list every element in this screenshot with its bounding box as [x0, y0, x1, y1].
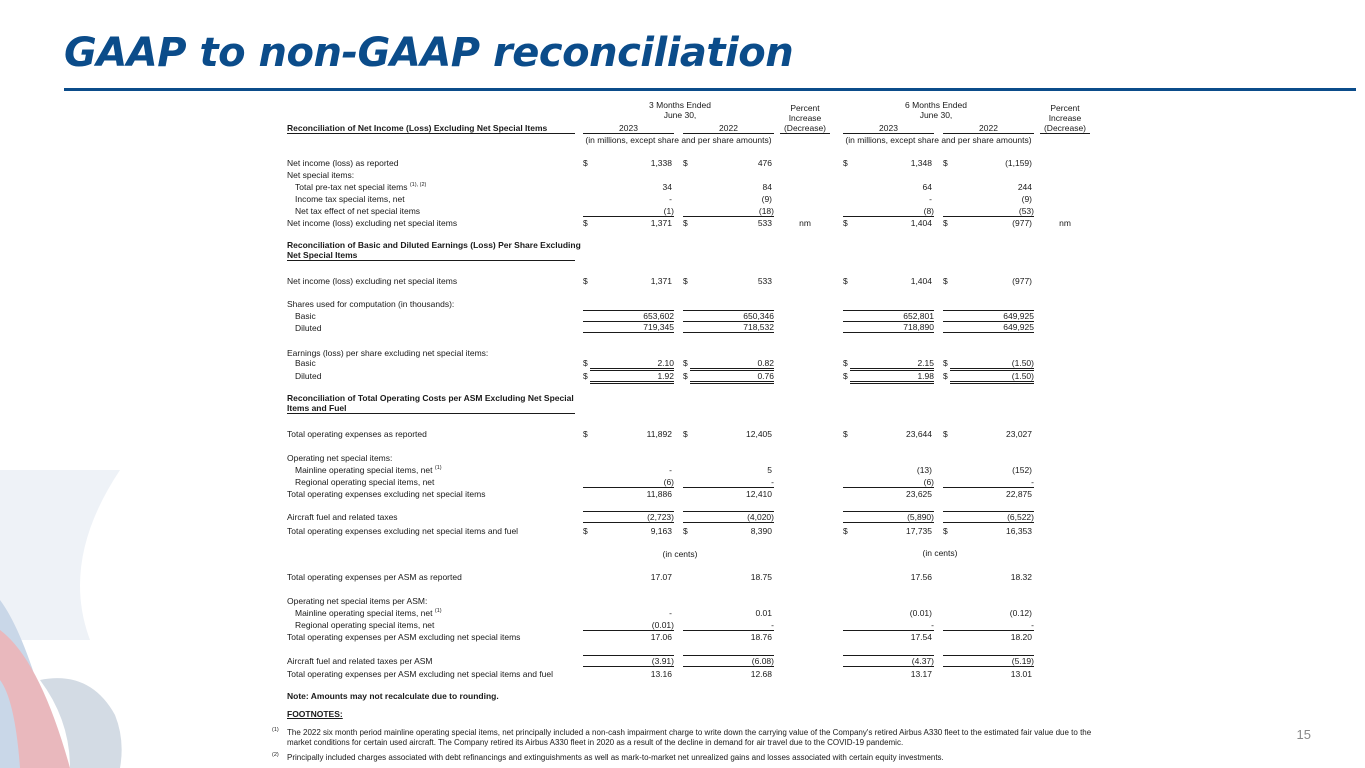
cell-value: 23,027 — [1006, 429, 1032, 439]
footnote-marker: (2) — [272, 752, 279, 758]
section-heading-operating-costs: Reconciliation of Total Operating Costs per ASM Excluding Net Special — [287, 393, 574, 403]
cell-value: 649,925 — [943, 310, 1034, 321]
dollar-sign: $ — [683, 158, 688, 168]
cell-value: 16,353 — [1006, 526, 1032, 536]
cell-value: 1,404 — [910, 276, 932, 286]
header-units-a: (in millions, except share and per share amounts) — [585, 135, 772, 145]
cell-percent: nm — [799, 218, 811, 228]
cell-value: 13.17 — [910, 669, 932, 679]
cell-value: (3.91) — [583, 655, 674, 667]
row-label — [295, 182, 426, 192]
header-june30-a: June 30, — [663, 110, 697, 120]
dollar-sign: $ — [683, 276, 688, 286]
cell-value: 11,886 — [646, 489, 672, 499]
row-label — [295, 465, 442, 475]
row-label — [295, 608, 442, 618]
header-june30-b: June 30, — [919, 110, 953, 120]
header-2023-b: 2023 — [843, 123, 934, 134]
footnote-text: Principally included charges associated with debt refinancings and extinguishments as well as mark-to-market net unrealized gains and losses associated with certain equity investments. — [287, 753, 944, 762]
cell-value: 9,163 — [650, 526, 672, 536]
dollar-sign: $ — [683, 358, 688, 368]
swoosh-blue — [0, 600, 60, 768]
cell-value: (0.12) — [1009, 608, 1032, 618]
cell-value: - — [929, 194, 932, 204]
cell-value: (5.19) — [943, 655, 1034, 667]
dollar-sign: $ — [943, 526, 948, 536]
footnote-ref: (1) — [434, 608, 442, 614]
dollar-sign: $ — [843, 526, 848, 536]
cell-value: - — [943, 620, 1034, 631]
cell-value: (18) — [683, 206, 774, 217]
header-decrease-b: (Decrease) — [1040, 123, 1090, 134]
header-increase-a: Increase — [788, 113, 822, 123]
cell-value: 244 — [1017, 182, 1032, 192]
cell-value: 17.56 — [910, 572, 932, 582]
cell-value: 12.68 — [750, 669, 772, 679]
cell-value: 34 — [662, 182, 672, 192]
cell-value: - — [669, 608, 672, 618]
units-cents-b: (in cents) — [922, 548, 958, 558]
dollar-sign: $ — [943, 429, 948, 439]
cell-value: 18.76 — [750, 632, 772, 642]
header-3months: 3 Months Ended — [649, 100, 711, 110]
row-label: Operating net special items: — [287, 453, 393, 463]
header-units-b: (in millions, except share and per share amounts) — [845, 135, 1032, 145]
cell-value: 22,875 — [1006, 489, 1032, 499]
cell-value: 0.01 — [755, 608, 772, 618]
section-heading-net-income: Reconciliation of Net Income (Loss) Excluding Net Special Items — [287, 123, 575, 134]
cell-value: - — [683, 620, 774, 631]
row-label: Total operating expenses as reported — [287, 429, 427, 439]
row-label: Income tax special items, net — [295, 194, 405, 204]
dollar-sign: $ — [943, 276, 948, 286]
cell-value: 17.07 — [650, 572, 672, 582]
header-percent-a: Percent — [790, 103, 820, 113]
cell-value: (6) — [583, 477, 674, 488]
cell-value: 652,801 — [843, 310, 934, 321]
cell-value: (13) — [916, 465, 932, 475]
row-label: Net special items: — [287, 170, 355, 180]
footnote-ref: (1) — [434, 465, 442, 471]
cell-value: 2.15 — [850, 358, 934, 371]
cell-value: 64 — [922, 182, 932, 192]
cell-value: 13.01 — [1010, 669, 1032, 679]
cell-value: (6.08) — [683, 655, 774, 667]
cell-value: 1.98 — [850, 371, 934, 384]
cell-value: 1,348 — [910, 158, 932, 168]
cell-value: 23,625 — [906, 489, 932, 499]
swoosh-grey — [40, 678, 122, 768]
swoosh-red — [0, 630, 70, 768]
cell-value: 718,532 — [683, 321, 774, 333]
cell-value: 18.20 — [1010, 632, 1032, 642]
row-label: Earnings (loss) per share excluding net special items: — [287, 348, 489, 358]
cell-value: (6) — [843, 477, 934, 488]
cell-value: 719,345 — [583, 321, 674, 333]
dollar-sign: $ — [843, 218, 848, 228]
row-label: Net income (loss) as reported — [287, 158, 399, 168]
row-label: Total operating expenses per ASM as reported — [287, 572, 462, 582]
row-label: Aircraft fuel and related taxes — [287, 512, 398, 522]
dollar-sign: $ — [683, 371, 688, 381]
row-label: Aircraft fuel and related taxes per ASM — [287, 656, 433, 666]
cell-value: 1.92 — [590, 371, 674, 384]
dollar-sign: $ — [583, 276, 588, 286]
header-2023-a: 2023 — [583, 123, 674, 134]
units-cents-a: (in cents) — [662, 549, 698, 559]
header-decrease-a: (Decrease) — [780, 123, 830, 134]
row-label: Operating net special items per ASM: — [287, 596, 428, 606]
cell-value: 17.06 — [650, 632, 672, 642]
cell-value: (4.37) — [843, 655, 934, 667]
cell-value: - — [843, 620, 934, 631]
cell-value: (53) — [943, 206, 1034, 217]
dollar-sign: $ — [683, 218, 688, 228]
cell-value: 476 — [757, 158, 772, 168]
cell-value: - — [669, 465, 672, 475]
cell-value: 12,410 — [746, 489, 772, 499]
cell-value: 18.32 — [1010, 572, 1032, 582]
cell-value: (1) — [583, 206, 674, 217]
dollar-sign: $ — [943, 158, 948, 168]
row-label: Diluted — [295, 371, 322, 381]
dollar-sign: $ — [843, 429, 848, 439]
rounding-note: Note: Amounts may not recalculate due to rounding. — [287, 691, 499, 701]
cell-value: (1.50) — [950, 371, 1034, 384]
section-heading-eps: Reconciliation of Basic and Diluted Earnings (Loss) Per Share Excluding — [287, 240, 581, 250]
row-label: Net income (loss) excluding net special items — [287, 218, 458, 228]
cell-value: 8,390 — [750, 526, 772, 536]
dollar-sign: $ — [583, 358, 588, 368]
row-label: Basic — [295, 311, 316, 321]
header-percent-b: Percent — [1050, 103, 1080, 113]
dollar-sign: $ — [583, 429, 588, 439]
dollar-sign: $ — [843, 276, 848, 286]
header-2022-b: 2022 — [943, 123, 1034, 134]
cell-value: 84 — [762, 182, 772, 192]
cell-value: 0.82 — [690, 358, 774, 371]
cell-value: (6,522) — [943, 511, 1034, 523]
row-label: Net tax effect of net special items — [295, 206, 421, 216]
cell-value: 1,371 — [650, 218, 672, 228]
cell-value: (4,020) — [683, 511, 774, 523]
dollar-sign: $ — [843, 371, 848, 381]
row-label: Diluted — [295, 323, 322, 333]
cell-value: 17,735 — [906, 526, 932, 536]
header-2022-a: 2022 — [683, 123, 774, 134]
row-label: Basic — [295, 358, 316, 368]
cell-value: 13.16 — [650, 669, 672, 679]
dollar-sign: $ — [683, 526, 688, 536]
cell-value: (977) — [1012, 218, 1032, 228]
cell-value: - — [943, 477, 1034, 488]
row-label: Total operating expenses per ASM excluding net special items and fuel — [287, 669, 554, 679]
cell-value: (152) — [1012, 465, 1032, 475]
cell-value: 653,602 — [583, 310, 674, 321]
row-label: Regional operating special items, net — [295, 477, 435, 487]
cell-value: (1,159) — [1005, 158, 1032, 168]
cell-value: 533 — [757, 276, 772, 286]
dollar-sign: $ — [943, 371, 948, 381]
cell-value: (0.01) — [583, 620, 674, 631]
row-label: Shares used for computation (in thousands): — [287, 299, 455, 309]
cell-value: 649,925 — [943, 321, 1034, 333]
cell-value: 1,371 — [650, 276, 672, 286]
cell-value: 650,346 — [683, 310, 774, 321]
dollar-sign: $ — [843, 158, 848, 168]
footnote-text: The 2022 six month period mainline operating special items, net principally included a non-cash impairment charge to write down the carrying value of the Company's retired Airbus A330 fleet to the estimated fair value due to the market conditions for certain used aircraft. The Company retired its Airbus A330 fleet in 2020 as a result of the decline in demand for air travel due to the COVID-19 pandemic. — [287, 728, 1092, 747]
cell-value: (2,723) — [583, 511, 674, 523]
dollar-sign: $ — [583, 158, 588, 168]
dollar-sign: $ — [583, 218, 588, 228]
dollar-sign: $ — [943, 358, 948, 368]
row-label: Total operating expenses excluding net special items and fuel — [287, 526, 519, 536]
cell-value: 2.10 — [590, 358, 674, 371]
cell-percent: nm — [1059, 218, 1071, 228]
cell-value: (977) — [1012, 276, 1032, 286]
cell-value: (5,890) — [843, 511, 934, 523]
cell-value: - — [669, 194, 672, 204]
row-label: Regional operating special items, net — [295, 620, 435, 630]
row-label: Net income (loss) excluding net special items — [287, 276, 458, 286]
footnote-ref: (1), (2) — [409, 182, 427, 188]
row-label: Total operating expenses excluding net special items — [287, 489, 486, 499]
cell-value: 718,890 — [843, 321, 934, 333]
page-number: 15 — [1296, 727, 1311, 742]
cell-value: 0.76 — [690, 371, 774, 384]
dollar-sign: $ — [843, 358, 848, 368]
section-heading-eps-line2: Net Special Items — [287, 250, 575, 261]
footnote-marker: (1) — [272, 727, 279, 733]
cell-value: (1.50) — [950, 358, 1034, 371]
cell-value: 533 — [757, 218, 772, 228]
cell-value: 1,404 — [910, 218, 932, 228]
cell-value: 11,892 — [646, 429, 672, 439]
header-increase-b: Increase — [1048, 113, 1082, 123]
cell-value: 5 — [767, 465, 772, 475]
cell-value: - — [683, 477, 774, 488]
row-label-text: Total pre-tax net special items — [295, 182, 408, 192]
cell-value: (0.01) — [909, 608, 932, 618]
footnotes-heading: FOOTNOTES: — [287, 709, 343, 719]
row-label-text: Mainline operating special items, net — [295, 465, 433, 475]
cell-value: (8) — [843, 206, 934, 217]
cell-value: 12,405 — [746, 429, 772, 439]
dollar-sign: $ — [583, 526, 588, 536]
dollar-sign: $ — [943, 218, 948, 228]
header-6months: 6 Months Ended — [905, 100, 967, 110]
swoosh-light — [0, 470, 120, 640]
page-title: GAAP to non-GAAP reconciliation — [64, 30, 794, 76]
title-rule — [64, 88, 1356, 91]
cell-value: 18.75 — [750, 572, 772, 582]
dollar-sign: $ — [583, 371, 588, 381]
cell-value: 1,338 — [650, 158, 672, 168]
cell-value: (9) — [761, 194, 772, 204]
cell-value: (9) — [1021, 194, 1032, 204]
section-heading-operating-costs-line2: Items and Fuel — [287, 403, 575, 414]
cell-value: 23,644 — [906, 429, 932, 439]
row-label-text: Mainline operating special items, net — [295, 608, 433, 618]
row-label: Total operating expenses per ASM excluding net special items — [287, 632, 521, 642]
cell-value: 17.54 — [910, 632, 932, 642]
dollar-sign: $ — [683, 429, 688, 439]
